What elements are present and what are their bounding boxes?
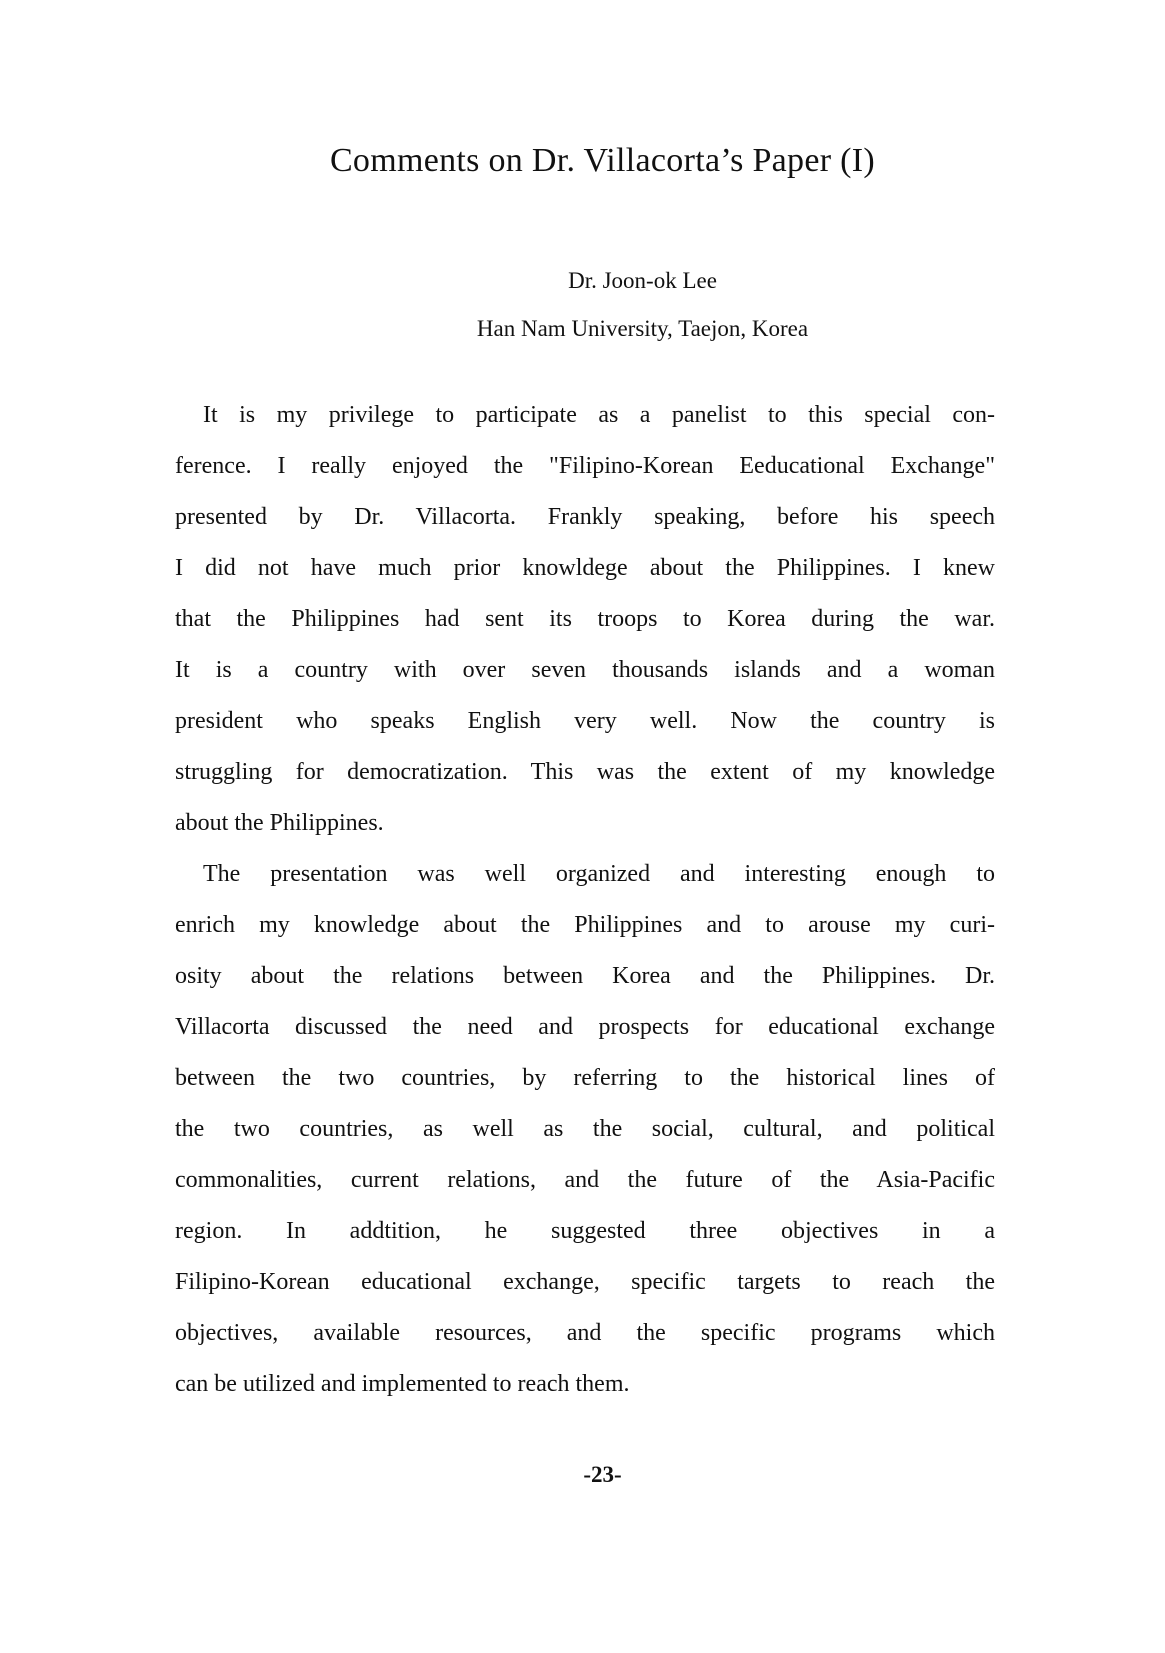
text-line: between the two countries, by referring to the historical lines of bbox=[175, 1065, 995, 1091]
text-line: enrich my knowledge about the Philippines and to arouse my curi- bbox=[175, 912, 995, 938]
document-title: Comments on Dr. Villacorta’s Paper (I) bbox=[329, 142, 876, 179]
text-line: commonalities, current relations, and the future of the Asia-Pacific bbox=[175, 1167, 995, 1193]
text-line: ference. I really enjoyed the "Filipino-Korean Eeducational Exchange" bbox=[175, 453, 995, 479]
text-line: presented by Dr. Villacorta. Frankly speaking, before his speech bbox=[175, 504, 995, 530]
text-line: struggling for democratization. This was the extent of my knowledge bbox=[175, 759, 995, 785]
text-line: The presentation was well organized and interesting enough to bbox=[203, 861, 995, 887]
text-line: It is my privilege to participate as a panelist to this special con- bbox=[203, 402, 995, 428]
text-line: that the Philippines had sent its troops to Korea during the war. bbox=[175, 606, 995, 632]
text-line: can be utilized and implemented to reach them. bbox=[175, 1371, 630, 1397]
text-line: region. In addtition, he suggested three objectives in a bbox=[175, 1218, 995, 1244]
text-line: president who speaks English very well. Now the country is bbox=[175, 708, 995, 734]
paragraph-2 bbox=[175, 849, 995, 1410]
text-line: It is a country with over seven thousands islands and a woman bbox=[175, 657, 995, 683]
author-name: Dr. Joon-ok Lee bbox=[568, 268, 717, 293]
text-line: Filipino-Korean educational exchange, specific targets to reach the bbox=[175, 1269, 995, 1295]
text-line: the two countries, as well as the social, cultural, and political bbox=[175, 1116, 995, 1142]
paragraph-1 bbox=[175, 390, 995, 849]
text-line: I did not have much prior knowldege about the Philippines. I knew bbox=[175, 555, 995, 581]
text-line: Villacorta discussed the need and prospects for educational exchange bbox=[175, 1014, 995, 1040]
author-affiliation: Han Nam University, Taejon, Korea bbox=[476, 316, 809, 341]
text-line: objectives, available resources, and the specific programs which bbox=[175, 1320, 995, 1346]
text-line: osity about the relations between Korea and the Philippines. Dr. bbox=[175, 963, 995, 989]
document-body bbox=[175, 390, 995, 1410]
page-number: -23- bbox=[583, 1462, 622, 1487]
text-line: about the Philippines. bbox=[175, 810, 384, 836]
